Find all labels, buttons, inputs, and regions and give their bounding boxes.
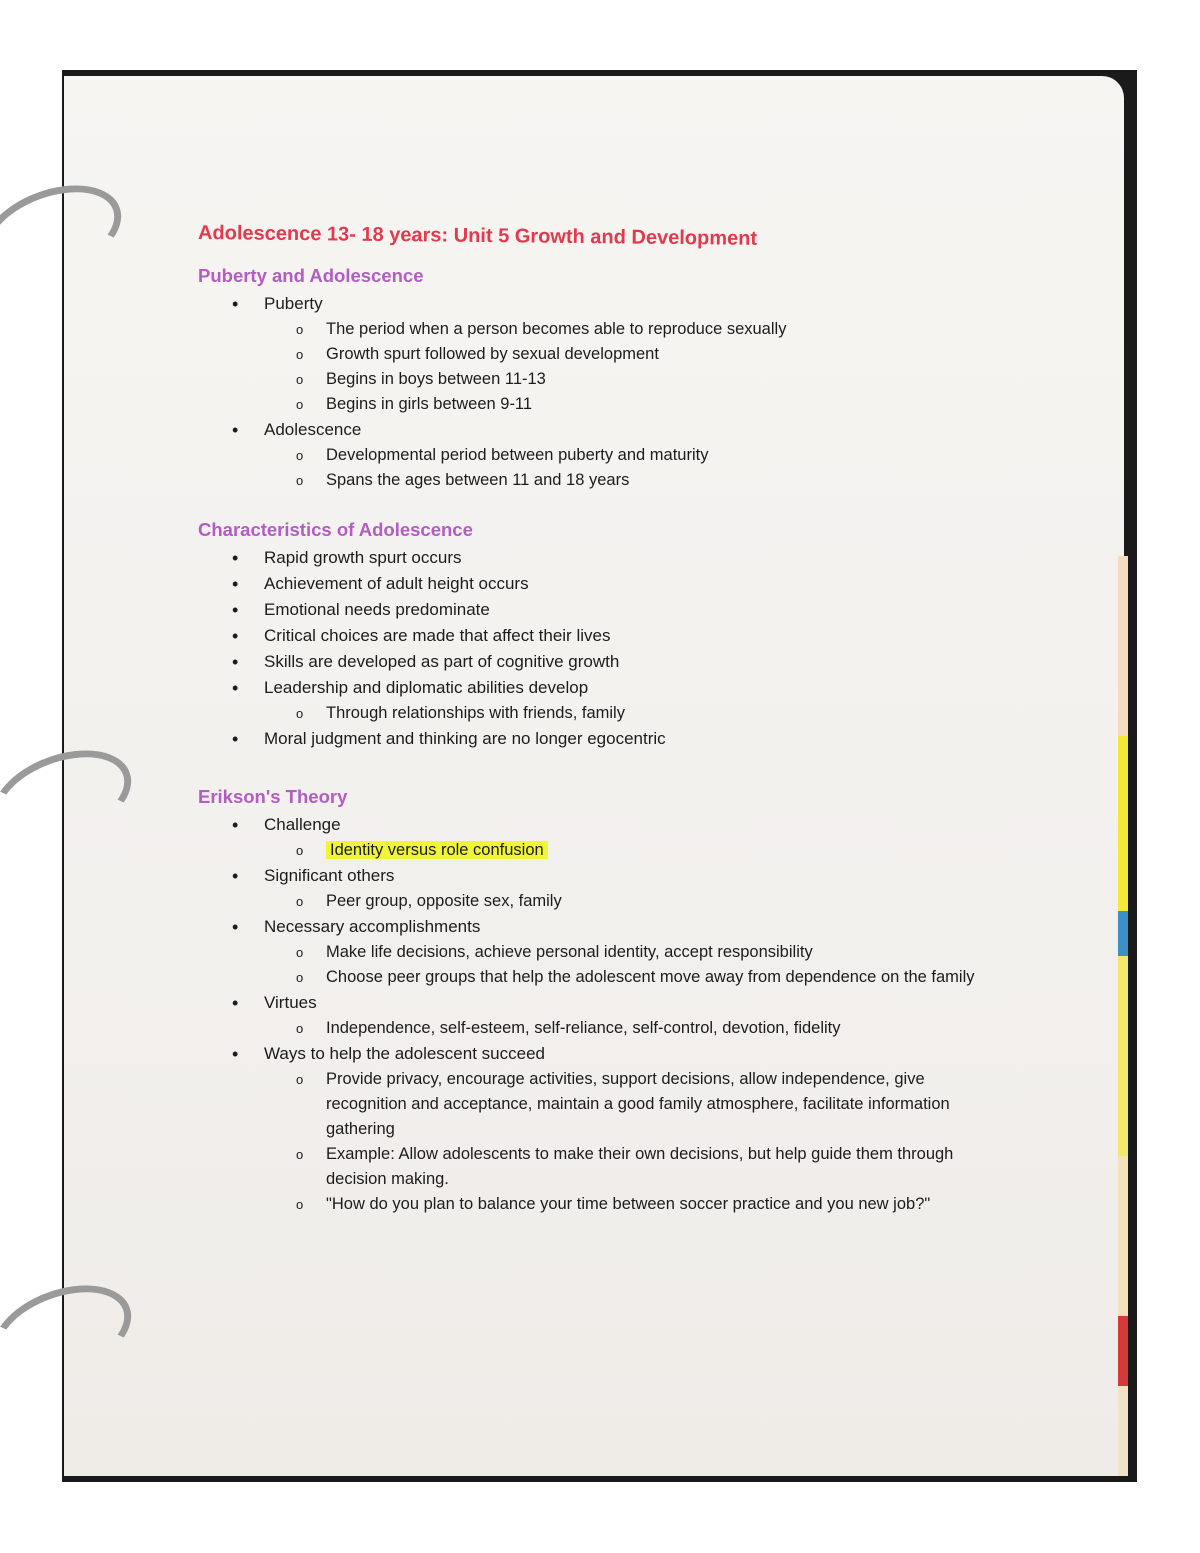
sub-list-item: o Growth spurt followed by sexual development xyxy=(198,342,998,367)
section-heading: Characteristics of Adolescence xyxy=(198,519,473,540)
sub-list-item: o Through relationships with friends, family xyxy=(198,701,998,726)
list-item: • Puberty xyxy=(198,291,998,317)
sub-list-item: o The period when a person becomes able to reproduce sexually xyxy=(198,317,998,342)
sub-list-item: o Peer group, opposite sex, family xyxy=(198,889,998,914)
list-item: • Achievement of adult height occurs xyxy=(198,571,998,597)
sub-list-item: o Example: Allow adolescents to make their own decisions, but help guide them through decision making. xyxy=(198,1142,998,1192)
sub-list-item: o Make life decisions, achieve personal identity, accept responsibility xyxy=(198,940,998,965)
bullet-list xyxy=(198,545,998,752)
list-item: • Rapid growth spurt occurs xyxy=(198,545,998,571)
divider-tab xyxy=(1118,911,1128,956)
list-item: • Adolescence xyxy=(198,417,998,443)
list-item: • Significant others xyxy=(198,863,998,889)
list-item: • Critical choices are made that affect their lives xyxy=(198,623,998,649)
divider-tab xyxy=(1118,736,1128,916)
sub-list-item: o "How do you plan to balance your time between soccer practice and you new job?" xyxy=(198,1192,998,1217)
divider-tab xyxy=(1118,956,1128,1156)
divider-tab xyxy=(1118,1316,1128,1386)
notes-content xyxy=(198,222,998,1217)
divider-tab xyxy=(1118,1156,1128,1316)
sub-list-item: o Provide privacy, encourage activities, support decisions, allow independence, give recognition and acceptance, maintain a good family atmosphere, facilitate information gathering xyxy=(198,1067,998,1142)
sub-list-item: o Spans the ages between 11 and 18 years xyxy=(198,468,998,493)
divider-tab xyxy=(1118,1386,1128,1476)
sub-list-item: o Begins in girls between 9-11 xyxy=(198,392,998,417)
bullet-list xyxy=(198,291,998,493)
sub-list-item: o Independence, self-esteem, self-reliance, self-control, devotion, fidelity xyxy=(198,1016,998,1041)
bullet-list xyxy=(198,812,998,1217)
sub-list-item: o Choose peer groups that help the adolescent move away from dependence on the family xyxy=(198,965,998,990)
highlighted-text: Identity versus role confusion xyxy=(326,841,548,859)
document-title: Adolescence 13- 18 years: Unit 5 Growth and Development xyxy=(197,222,758,250)
section-heading: Puberty and Adolescence xyxy=(198,265,424,286)
list-item: • Moral judgment and thinking are no longer egocentric xyxy=(198,726,998,752)
section-heading: Erikson's Theory xyxy=(198,786,348,807)
list-item: • Virtues xyxy=(198,990,998,1016)
list-item: • Ways to help the adolescent succeed xyxy=(198,1041,998,1067)
list-item: • Necessary accomplishments xyxy=(198,914,998,940)
sub-list-item: o Developmental period between puberty and maturity xyxy=(198,443,998,468)
list-item: • Skills are developed as part of cognitive growth xyxy=(198,649,998,675)
list-item: • Challenge xyxy=(198,812,998,838)
sub-list-item: o Begins in boys between 11-13 xyxy=(198,367,998,392)
sub-list-item xyxy=(198,838,998,863)
list-item: • Emotional needs predominate xyxy=(198,597,998,623)
list-item: • Leadership and diplomatic abilities develop xyxy=(198,675,998,701)
